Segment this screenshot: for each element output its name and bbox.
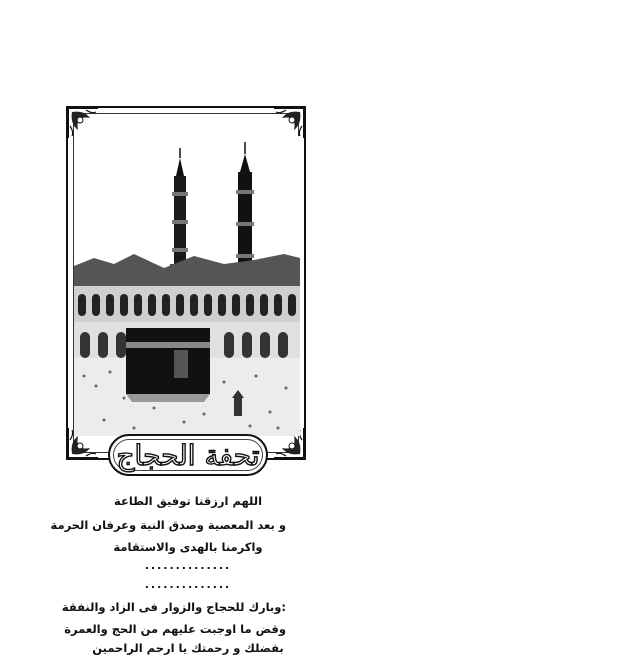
kaaba bbox=[126, 328, 210, 402]
prayer-line-6: بفضلك و رحمتك يا ارحم الراحمين bbox=[92, 641, 284, 655]
ornament-corner-icon bbox=[66, 106, 100, 140]
prayer-line-2: و بعد المعصية وصدق النية وعرفان الحرمة bbox=[50, 518, 286, 532]
dots-divider-1: .............. bbox=[144, 559, 232, 572]
prayer-line-1: اللهم ارزقنا توفيق الطاعة bbox=[113, 494, 263, 508]
prayer-line-5: وقض ما اوجبت عليهم من الحج والعمرة bbox=[64, 622, 286, 636]
kaaba-illustration bbox=[74, 136, 300, 436]
title-cartouche bbox=[108, 434, 268, 476]
page-title: تحفة الحجاج bbox=[116, 438, 260, 472]
ornament-corner-icon bbox=[272, 106, 306, 140]
dots-divider-2: .............. bbox=[144, 578, 232, 591]
prayer-line-3: واكرمنا بالهدى والاستقامة bbox=[113, 540, 263, 554]
prayer-line-4: :وبارك للحجاج والزوار فى الزاد والنفقة bbox=[61, 600, 286, 614]
cover-frame bbox=[66, 106, 306, 460]
